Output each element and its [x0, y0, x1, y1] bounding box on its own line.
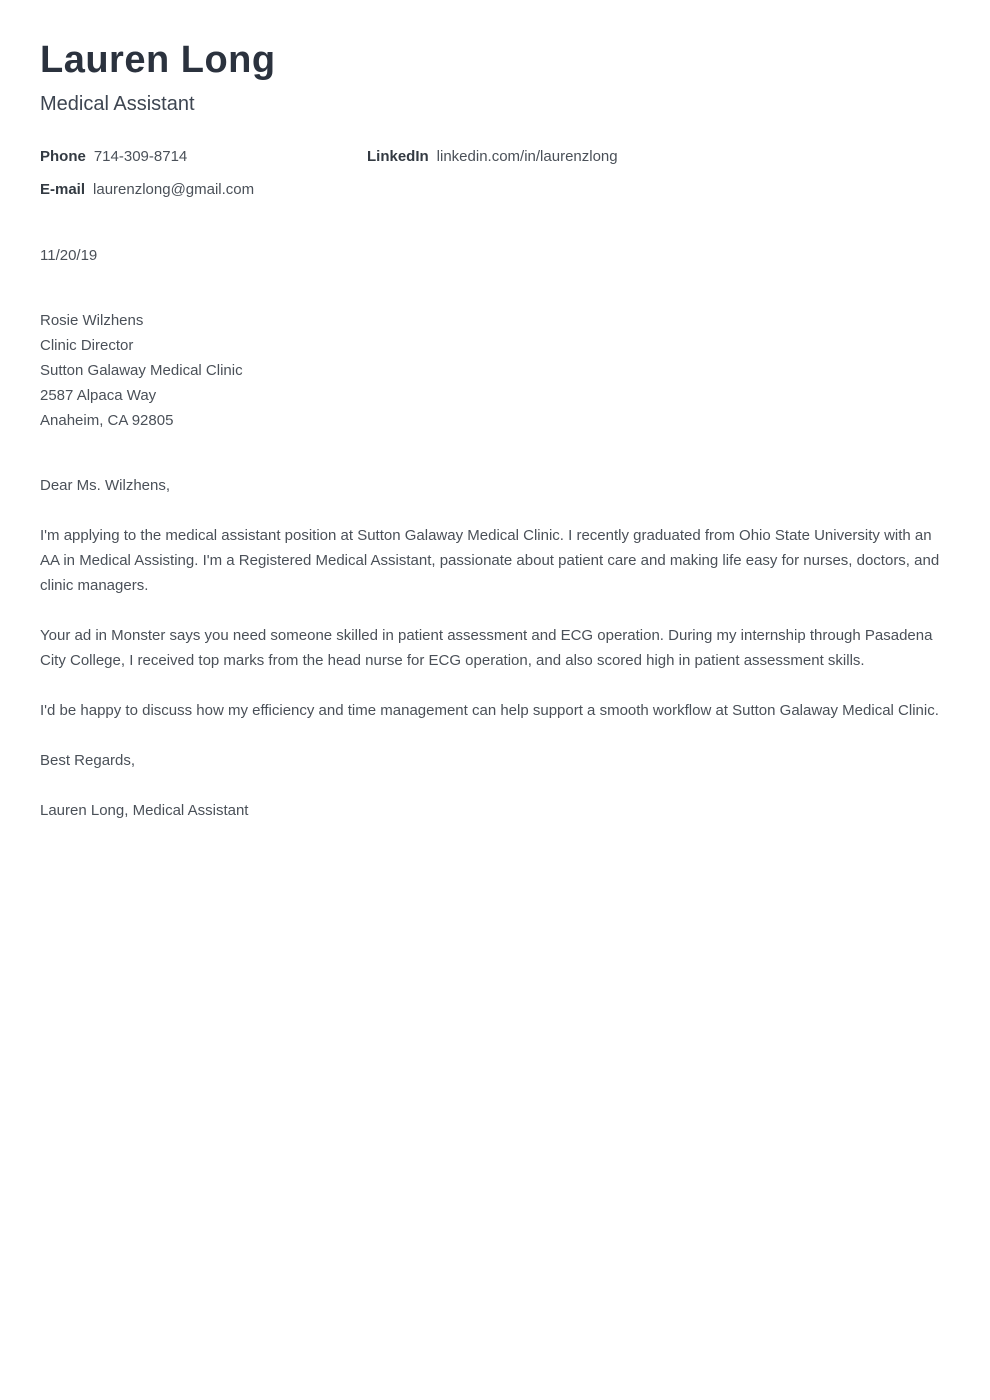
recipient-name: Rosie Wilzhens	[40, 311, 144, 329]
recipient-title: Clinic Director	[40, 336, 134, 354]
letter-date: 11/20/19	[40, 246, 98, 264]
phone-label: Phone	[40, 147, 86, 165]
recipient-street: 2587 Alpaca Way	[40, 386, 157, 404]
linkedin-value: linkedin.com/in/laurenzlong	[436, 147, 618, 165]
letter-body	[40, 243, 940, 823]
contact-email	[40, 180, 367, 200]
candidate-name: Lauren Long	[40, 39, 276, 81]
letter-paragraph-intro: I'm applying to the medical assistant position at Sutton Galaway Medical Clinic. I recently graduated from Ohio State University with an AA in Medical Assisting. I'm a Registered Medical Assistant, passionate about patient care and making life easy for nurses, doctors, and clinic managers.	[40, 526, 940, 594]
recipient-city: Anaheim, CA 92805	[40, 411, 174, 429]
contact-info	[40, 147, 940, 200]
recipient-address	[40, 308, 940, 433]
linkedin-label: LinkedIn	[367, 147, 429, 165]
salutation: Dear Ms. Wilzhens,	[40, 476, 171, 494]
signature: Lauren Long, Medical Assistant	[40, 801, 249, 819]
contact-phone	[40, 147, 367, 167]
letter-paragraph-call-to-action: I'd be happy to discuss how my efficiency and time management can help support a smooth workflow at Sutton Galaway Medical Clinic.	[40, 701, 939, 719]
email-label: E-mail	[40, 180, 86, 198]
closing: Best Regards,	[40, 751, 136, 769]
job-title: Medical Assistant	[40, 92, 195, 115]
phone-value: 714-309-8714	[93, 147, 188, 165]
contact-linkedin	[367, 147, 940, 167]
letter-paragraph-experience: Your ad in Monster says you need someone skilled in patient assessment and ECG operation. During my internship through Pasadena City College, I received top marks from the head nurse for ECG operation, and also scored high in patient assessment skills.	[40, 626, 933, 669]
email-value: laurenzlong@gmail.com	[93, 180, 255, 198]
contact-empty-cell	[367, 180, 940, 200]
recipient-company: Sutton Galaway Medical Clinic	[40, 361, 243, 379]
